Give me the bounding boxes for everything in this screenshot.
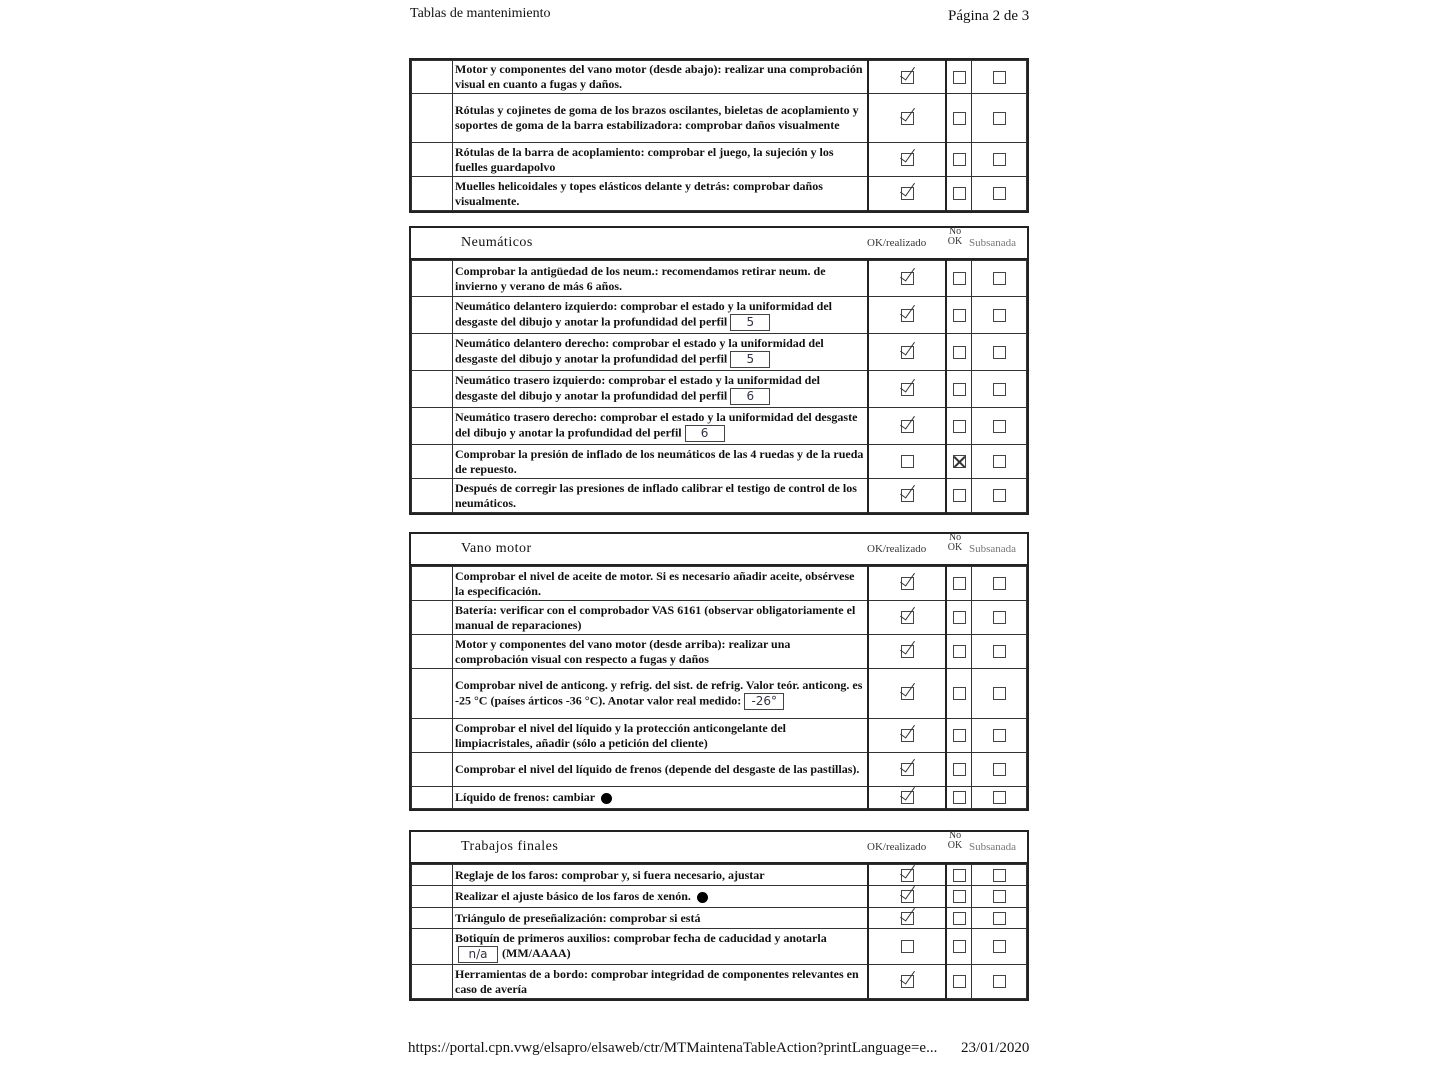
nook-cell <box>946 865 972 886</box>
nook-cell <box>946 719 972 753</box>
ok-checkbox[interactable] <box>901 489 914 502</box>
sub-checkbox[interactable] <box>993 940 1006 953</box>
ok-cell <box>868 143 946 177</box>
nook-checkbox[interactable] <box>953 645 966 658</box>
ok-checkbox[interactable] <box>901 912 914 925</box>
section-neumaticos <box>409 226 1029 515</box>
ok-checkbox[interactable] <box>901 890 914 903</box>
row-text: Comprobar el nivel del líquido de frenos (depende del desgaste de las pastillas). <box>455 762 860 776</box>
ok-cell <box>868 61 946 94</box>
row-description <box>453 445 869 479</box>
ok-checkbox[interactable] <box>901 187 914 200</box>
row-description <box>453 177 869 211</box>
ok-checkbox[interactable] <box>901 729 914 742</box>
nook-cell <box>946 94 972 143</box>
sub-checkbox[interactable] <box>993 687 1006 700</box>
row-description <box>453 865 869 886</box>
row-marker <box>412 61 453 94</box>
nook-cell <box>946 177 972 211</box>
ok-checkbox[interactable] <box>901 272 914 285</box>
sub-cell <box>972 143 1027 177</box>
ok-cell <box>868 334 946 371</box>
ok-checkbox[interactable] <box>901 112 914 125</box>
sub-checkbox[interactable] <box>993 577 1006 590</box>
sub-cell <box>972 719 1027 753</box>
table-row <box>412 719 1027 753</box>
nook-checkbox[interactable] <box>953 346 966 359</box>
nook-checkbox[interactable] <box>953 763 966 776</box>
nook-checkbox[interactable] <box>953 455 966 468</box>
row-description <box>453 929 869 965</box>
nook-checkbox[interactable] <box>953 309 966 322</box>
sub-checkbox[interactable] <box>993 791 1006 804</box>
checklist-table <box>411 60 1027 211</box>
row-description <box>453 601 869 635</box>
table-row <box>412 61 1027 94</box>
value-format-label: (MM/AAAA) <box>502 945 571 960</box>
nook-cell <box>946 635 972 669</box>
ok-cell <box>868 371 946 408</box>
section-motor-bottom <box>409 58 1029 213</box>
nook-checkbox[interactable] <box>953 577 966 590</box>
sub-cell <box>972 334 1027 371</box>
ok-checkbox[interactable] <box>901 763 914 776</box>
table-row <box>412 297 1027 334</box>
table-row <box>412 567 1027 601</box>
col-nook-header: No OK <box>947 532 963 553</box>
footer-url: https://portal.cpn.vwg/elsapro/elsaweb/ctr/MTMaintenaTableAction?printLanguage=e... <box>408 1040 938 1056</box>
nook-cell <box>946 61 972 94</box>
ok-cell <box>868 965 946 999</box>
row-marker <box>412 261 453 297</box>
nook-checkbox[interactable] <box>953 112 966 125</box>
row-text: Neumático trasero derecho: comprobar el estado y la uniformidad del desgaste del dibujo y anotar la profundidad del perfil <box>455 410 858 440</box>
row-marker <box>412 445 453 479</box>
row-description <box>453 334 869 371</box>
table-row <box>412 334 1027 371</box>
measured-value-field[interactable]: 5 <box>730 314 770 331</box>
nook-cell <box>946 297 972 334</box>
table-row <box>412 753 1027 787</box>
sub-cell <box>972 753 1027 787</box>
sub-cell <box>972 787 1027 809</box>
sub-checkbox[interactable] <box>993 611 1006 624</box>
ok-checkbox[interactable] <box>901 791 914 804</box>
table-row <box>412 479 1027 513</box>
row-text: Comprobar nivel de anticong. y refrig. del sist. de refrig. Valor teór. anticong. es -25 °C (países árticos -36 °C). Anotar valor real medido: <box>455 677 863 707</box>
sub-checkbox[interactable] <box>993 187 1006 200</box>
col-sub-header: Subsanada <box>969 237 1017 249</box>
ok-checkbox[interactable] <box>901 420 914 433</box>
sub-cell <box>972 567 1027 601</box>
row-marker <box>412 865 453 886</box>
row-marker <box>412 408 453 445</box>
sub-cell <box>972 408 1027 445</box>
measured-value-field[interactable]: 6 <box>730 388 770 405</box>
nook-cell <box>946 371 972 408</box>
ok-cell <box>868 567 946 601</box>
ok-checkbox[interactable] <box>901 940 914 953</box>
ok-checkbox[interactable] <box>901 71 914 84</box>
sub-cell <box>972 886 1027 908</box>
sub-cell <box>972 177 1027 211</box>
row-description <box>453 669 869 719</box>
nook-checkbox[interactable] <box>953 940 966 953</box>
sub-cell <box>972 261 1027 297</box>
table-row <box>412 445 1027 479</box>
nook-checkbox[interactable] <box>953 383 966 396</box>
table-row <box>412 143 1027 177</box>
ok-cell <box>868 94 946 143</box>
nook-cell <box>946 143 972 177</box>
ok-cell <box>868 177 946 211</box>
nook-cell <box>946 408 972 445</box>
ok-cell <box>868 445 946 479</box>
row-text: Líquido de frenos: cambiar <box>455 790 596 804</box>
ok-cell <box>868 635 946 669</box>
ok-checkbox[interactable] <box>901 687 914 700</box>
sub-checkbox[interactable] <box>993 153 1006 166</box>
measured-value-field[interactable]: -26° <box>744 693 784 710</box>
nook-checkbox[interactable] <box>953 729 966 742</box>
row-marker <box>412 601 453 635</box>
ok-checkbox[interactable] <box>901 153 914 166</box>
ok-checkbox[interactable] <box>901 383 914 396</box>
row-text: Rótulas de la barra de acoplamiento: comprobar el juego, la sujeción y los fuelles guardapolvo <box>455 144 834 174</box>
row-marker <box>412 719 453 753</box>
ok-cell <box>868 669 946 719</box>
nook-checkbox[interactable] <box>953 791 966 804</box>
row-text: Neumático trasero izquierdo: comprobar el estado y la uniformidad del desgaste del dibujo y anotar la profundidad del perfil <box>455 373 820 403</box>
row-text: Realizar el ajuste básico de los faros de xenón. <box>455 889 691 903</box>
row-text: Después de corregir las presiones de inflado calibrar el testigo de control de los neumáticos. <box>455 480 857 510</box>
table-row <box>412 908 1027 929</box>
ok-cell <box>868 408 946 445</box>
row-description <box>453 635 869 669</box>
row-text: Rótulas y cojinetes de goma de los brazos oscilantes, bieletas de acoplamiento y soportes de goma de la barra estabilizadora: comprobar daños visualmente <box>455 103 859 132</box>
section-trabajos-finales <box>409 830 1029 1001</box>
row-text: Motor y componentes del vano motor (desde arriba): realizar una comprobación visual con respecto a fugas y daños <box>455 636 791 666</box>
sub-checkbox[interactable] <box>993 729 1006 742</box>
table-row <box>412 787 1027 809</box>
table-row <box>412 261 1027 297</box>
row-text: Muelles helicoidales y topes elásticos delante y detrás: comprobar daños visualmente. <box>455 178 823 208</box>
nook-cell <box>946 261 972 297</box>
nook-cell <box>946 567 972 601</box>
table-row <box>412 601 1027 635</box>
row-text: Batería: verificar con el comprobador VAS 6161 (observar obligatoriamente el manual de reparaciones) <box>455 602 856 632</box>
footer-date: 23/01/2020 <box>961 1040 1030 1056</box>
row-text: Neumático delantero derecho: comprobar el estado y la uniformidad del desgaste del dibujo y anotar la profundidad del perfil <box>455 336 824 366</box>
row-text: Comprobar la antigüedad de los neum.: recomendamos retirar neum. de invierno y verano de más 6 años. <box>455 263 826 293</box>
checklist-table <box>411 864 1027 999</box>
row-marker <box>412 94 453 143</box>
row-description <box>453 787 869 809</box>
sub-checkbox[interactable] <box>993 890 1006 903</box>
row-text: Comprobar el nivel de aceite de motor. Si es necesario añadir aceite, obsérvese la especificación. <box>455 568 855 598</box>
sub-cell <box>972 61 1027 94</box>
nook-checkbox[interactable] <box>953 869 966 882</box>
section-title: Vano motor <box>461 541 532 556</box>
sub-checkbox[interactable] <box>993 912 1006 925</box>
row-description <box>453 886 869 908</box>
bullet-dot-icon <box>601 793 612 804</box>
row-description <box>453 965 869 999</box>
nook-cell <box>946 965 972 999</box>
sub-cell <box>972 908 1027 929</box>
section-header <box>411 228 1027 260</box>
ok-checkbox[interactable] <box>901 645 914 658</box>
ok-checkbox[interactable] <box>901 455 914 468</box>
sub-checkbox[interactable] <box>993 763 1006 776</box>
sub-cell <box>972 297 1027 334</box>
nook-cell <box>946 479 972 513</box>
table-row <box>412 371 1027 408</box>
row-marker <box>412 965 453 999</box>
row-marker <box>412 143 453 177</box>
section-header <box>411 832 1027 864</box>
row-text: Comprobar la presión de inflado de los neumáticos de las 4 ruedas y de la rueda de repuesto. <box>455 446 864 476</box>
ok-cell <box>868 297 946 334</box>
ok-cell <box>868 908 946 929</box>
page-number: Página 2 de 3 <box>948 8 1030 24</box>
row-marker <box>412 908 453 929</box>
section-title: Trabajos finales <box>461 839 559 854</box>
sub-cell <box>972 669 1027 719</box>
row-marker <box>412 334 453 371</box>
row-marker <box>412 635 453 669</box>
nook-cell <box>946 601 972 635</box>
row-marker <box>412 567 453 601</box>
section-vano-motor <box>409 532 1029 811</box>
row-text: Comprobar el nivel del líquido y la protección anticongelante del limpiacristales, añadir (sólo a petición del cliente) <box>455 720 787 750</box>
row-marker <box>412 929 453 965</box>
ok-checkbox[interactable] <box>901 309 914 322</box>
ok-cell <box>868 787 946 809</box>
table-row <box>412 929 1027 965</box>
row-description <box>453 61 869 94</box>
sub-checkbox[interactable] <box>993 645 1006 658</box>
table-row <box>412 669 1027 719</box>
row-marker <box>412 177 453 211</box>
table-row <box>412 886 1027 908</box>
col-sub-header: Subsanada <box>969 841 1017 853</box>
col-nook-header: No OK <box>947 226 963 247</box>
ok-cell <box>868 261 946 297</box>
nook-cell <box>946 669 972 719</box>
nook-checkbox[interactable] <box>953 187 966 200</box>
ok-checkbox[interactable] <box>901 346 914 359</box>
row-description <box>453 94 869 143</box>
row-description <box>453 143 869 177</box>
row-description <box>453 371 869 408</box>
checklist-table <box>411 260 1027 513</box>
table-row <box>412 865 1027 886</box>
ok-checkbox[interactable] <box>901 577 914 590</box>
sub-checkbox[interactable] <box>993 420 1006 433</box>
row-text: Herramientas de a bordo: comprobar integridad de componentes relevantes en caso de avería <box>455 966 859 996</box>
table-row <box>412 635 1027 669</box>
sub-checkbox[interactable] <box>993 869 1006 882</box>
sub-checkbox[interactable] <box>993 112 1006 125</box>
nook-cell <box>946 908 972 929</box>
nook-cell <box>946 929 972 965</box>
sub-cell <box>972 635 1027 669</box>
sub-cell <box>972 479 1027 513</box>
sub-checkbox[interactable] <box>993 346 1006 359</box>
ok-cell <box>868 601 946 635</box>
nook-checkbox[interactable] <box>953 71 966 84</box>
row-marker <box>412 669 453 719</box>
ok-cell <box>868 865 946 886</box>
ok-checkbox[interactable] <box>901 869 914 882</box>
sub-checkbox[interactable] <box>993 455 1006 468</box>
measured-value-field[interactable]: n/a <box>458 946 498 963</box>
nook-checkbox[interactable] <box>953 272 966 285</box>
row-description <box>453 297 869 334</box>
sub-cell <box>972 601 1027 635</box>
row-description <box>453 479 869 513</box>
sub-cell <box>972 371 1027 408</box>
section-header <box>411 534 1027 566</box>
sub-cell <box>972 445 1027 479</box>
ok-cell <box>868 929 946 965</box>
row-description <box>453 719 869 753</box>
row-description <box>453 908 869 929</box>
table-row <box>412 408 1027 445</box>
measured-value-field[interactable]: 5 <box>730 351 770 368</box>
sub-cell <box>972 965 1027 999</box>
row-text: Reglaje de los faros: comprobar y, si fuera necesario, ajustar <box>455 867 765 882</box>
sub-checkbox[interactable] <box>993 71 1006 84</box>
sub-cell <box>972 929 1027 965</box>
nook-cell <box>946 787 972 809</box>
col-ok-header: OK/realizado <box>867 841 927 853</box>
ok-cell <box>868 886 946 908</box>
section-title: Neumáticos <box>461 235 533 250</box>
row-description <box>453 567 869 601</box>
row-description <box>453 261 869 297</box>
ok-cell <box>868 753 946 787</box>
nook-cell <box>946 334 972 371</box>
ok-cell <box>868 719 946 753</box>
row-description <box>453 408 869 445</box>
row-marker <box>412 371 453 408</box>
table-row <box>412 965 1027 999</box>
row-text: Triángulo de preseñalización: comprobar si está <box>455 910 701 925</box>
row-marker <box>412 753 453 787</box>
nook-cell <box>946 445 972 479</box>
measured-value-field[interactable]: 6 <box>685 425 725 442</box>
nook-checkbox[interactable] <box>953 890 966 903</box>
row-marker <box>412 787 453 809</box>
col-ok-header: OK/realizado <box>867 237 927 249</box>
nook-checkbox[interactable] <box>953 153 966 166</box>
row-marker <box>412 886 453 908</box>
nook-checkbox[interactable] <box>953 611 966 624</box>
row-text: Neumático delantero izquierdo: comprobar el estado y la uniformidad del desgaste del dibujo y anotar la profundidad del perfil <box>455 299 832 329</box>
sub-cell <box>972 865 1027 886</box>
sub-checkbox[interactable] <box>993 309 1006 322</box>
sub-checkbox[interactable] <box>993 975 1006 988</box>
nook-checkbox[interactable] <box>953 489 966 502</box>
sub-checkbox[interactable] <box>993 272 1006 285</box>
header-title: Tablas de mantenimiento <box>410 6 551 21</box>
nook-checkbox[interactable] <box>953 687 966 700</box>
col-nook-header: No OK <box>947 830 963 851</box>
nook-checkbox[interactable] <box>953 912 966 925</box>
nook-checkbox[interactable] <box>953 420 966 433</box>
row-marker <box>412 297 453 334</box>
nook-cell <box>946 753 972 787</box>
sub-checkbox[interactable] <box>993 383 1006 396</box>
table-row <box>412 177 1027 211</box>
sub-cell <box>972 94 1027 143</box>
bullet-dot-icon <box>697 892 708 903</box>
row-text: Motor y componentes del vano motor (desde abajo): realizar una comprobación visual en cuanto a fugas y daños. <box>455 62 863 91</box>
ok-cell <box>868 479 946 513</box>
ok-checkbox[interactable] <box>901 975 914 988</box>
col-ok-header: OK/realizado <box>867 543 927 555</box>
nook-cell <box>946 886 972 908</box>
col-sub-header: Subsanada <box>969 543 1017 555</box>
sub-checkbox[interactable] <box>993 489 1006 502</box>
row-marker <box>412 479 453 513</box>
row-description <box>453 753 869 787</box>
ok-checkbox[interactable] <box>901 611 914 624</box>
row-text: Botiquín de primeros auxilios: comprobar fecha de caducidad y anotarla <box>455 930 827 945</box>
nook-checkbox[interactable] <box>953 975 966 988</box>
checklist-table <box>411 566 1027 809</box>
table-row <box>412 94 1027 143</box>
